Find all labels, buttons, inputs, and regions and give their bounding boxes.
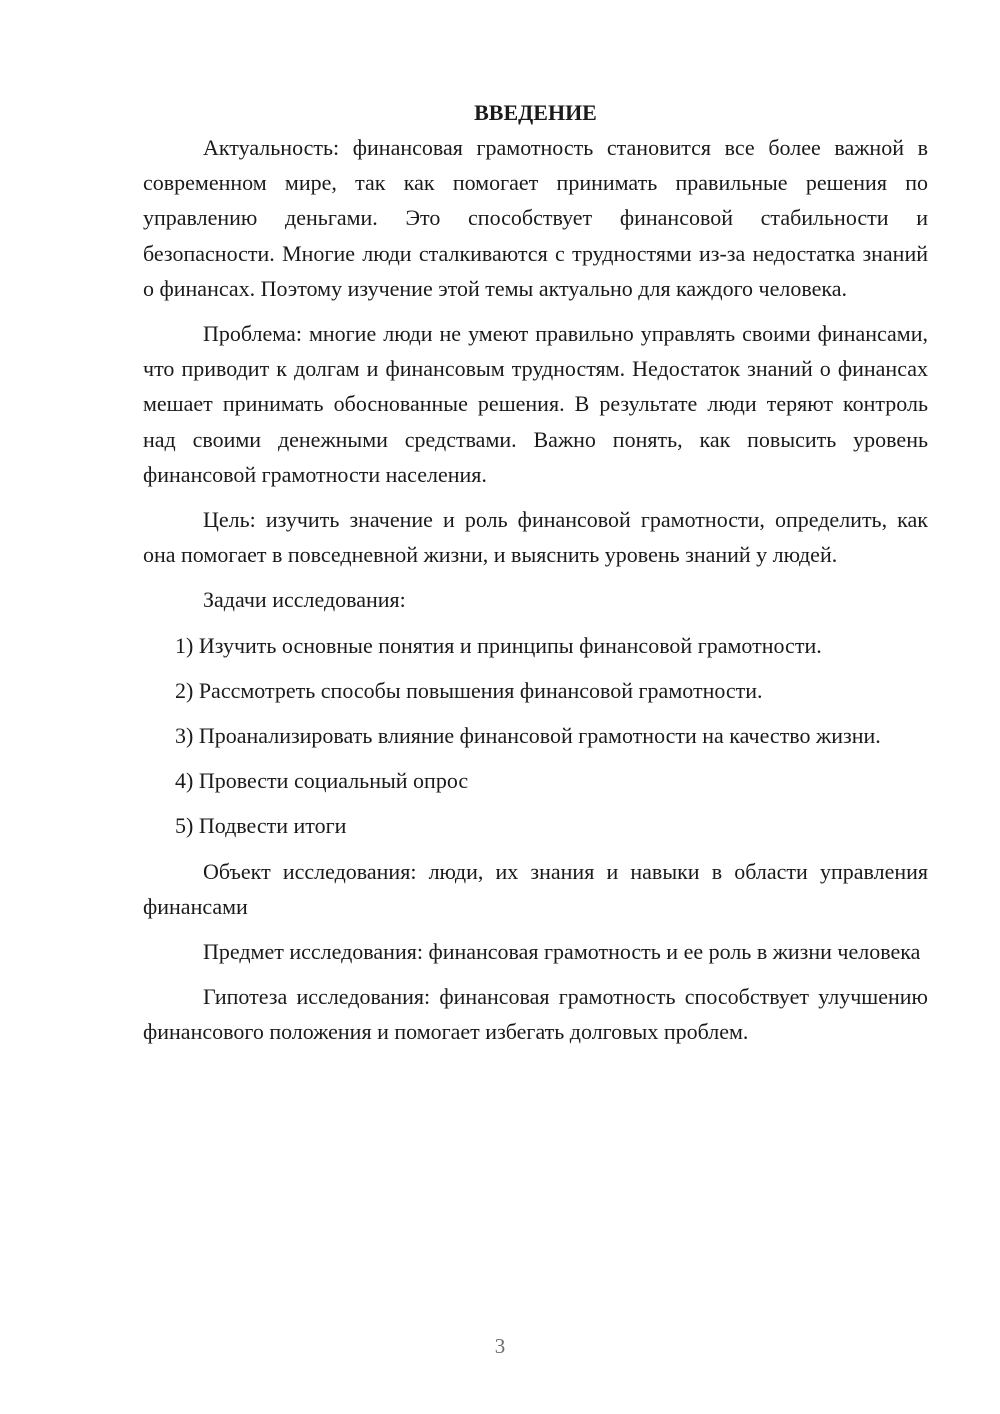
- section-title: ВВЕДЕНИЕ: [474, 100, 597, 125]
- goal-paragraph: Цель: изучить значение и роль финансовой грамотности, определить, как она помогает в повседневной жизни, и выяснить уровень знаний у людей.: [143, 507, 928, 568]
- tasks-list: [143, 628, 928, 844]
- page-number: 3: [494, 1334, 506, 1358]
- task-item: 5) Подвести итоги: [175, 813, 347, 839]
- task-item: 3) Проанализировать влияние финансовой грамотности на качество жизни.: [175, 723, 881, 749]
- tasks-heading: Задачи исследования:: [203, 587, 406, 613]
- task-item: 1) Изучить основные понятия и принципы финансовой грамотности.: [175, 632, 822, 658]
- task-item: 2) Рассмотреть способы повышения финансовой грамотности.: [175, 677, 763, 703]
- task-item: 4) Провести социальный опрос: [175, 768, 469, 794]
- page-content: [143, 98, 928, 1060]
- subject-paragraph: Предмет исследования: финансовая грамотность и ее роль в жизни человека: [203, 939, 921, 965]
- problem-paragraph: Проблема: многие люди не умеют правильно управлять своими финансами, что приводит к долгам и финансовым трудностям. Недостаток знаний о финансах мешает принимать обоснованные решения. В результате люди теряют контроль над своими денежными средствами. Важно понять, как повысить уровень финансовой грамотности населения.: [143, 321, 928, 487]
- object-paragraph: Объект исследования: люди, их знания и навыки в области управления финансами: [143, 858, 928, 919]
- relevance-paragraph: Актуальность: финансовая грамотность становится все более важной в современном мире, так как помогает принимать правильные решения по управлению деньгами. Это способствует финансовой стабильности и безопасности. Многие люди сталкиваются с трудностями из-за недостатка знаний о финансах. Поэтому изучение этой темы актуально для каждого человека.: [143, 135, 928, 301]
- hypothesis-paragraph: Гипотеза исследования: финансовая грамотность способствует улучшению финансового положения и помогает избегать долговых проблем.: [143, 984, 928, 1045]
